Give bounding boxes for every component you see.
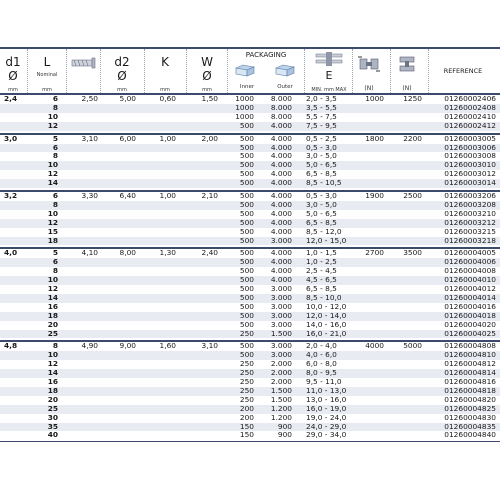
- outer-cell: 3.000: [270, 350, 292, 360]
- ref-cell: 01260002410: [444, 111, 496, 121]
- L-cell: 20: [47, 319, 58, 329]
- L-cell: 16: [47, 377, 58, 386]
- table-row: [0, 330, 500, 339]
- L-cell: 10: [47, 350, 58, 360]
- outer-cell: 4.000: [270, 266, 292, 276]
- inner-cell: 500: [239, 292, 254, 302]
- e-cell: 5,0 - 6,5: [306, 160, 337, 170]
- e-cell: 12,0 - 15,0: [306, 235, 347, 245]
- inner-cell: 500: [239, 120, 254, 130]
- table-row: [0, 122, 500, 131]
- inner-cell: 250: [239, 359, 254, 369]
- L-header-label: L: [43, 55, 51, 69]
- e-cell: 1,0 - 1,5: [306, 248, 337, 258]
- L-unit: mm: [42, 87, 52, 93]
- outer-cell: 2.000: [270, 368, 292, 378]
- W-cell: 1,50: [201, 94, 218, 103]
- ref-cell: 01260004005: [444, 248, 496, 258]
- d1-value: 3,2: [4, 191, 18, 200]
- L-cell: 30: [47, 412, 58, 422]
- e-cell: 5,0 - 6,5: [306, 208, 337, 218]
- col-divider: [100, 49, 101, 95]
- outer-cell: 4.000: [270, 151, 292, 161]
- ref-cell: 01260004808: [444, 341, 496, 351]
- e-cell: 6,5 - 8,5: [306, 217, 337, 227]
- d2-unit: mm: [117, 87, 127, 93]
- L-nominal-label: Nominal: [36, 72, 58, 78]
- inner-cell: 250: [239, 385, 254, 395]
- inner-cell: 500: [239, 169, 254, 179]
- ref-cell: 01260003012: [444, 169, 496, 179]
- shear-unit: (N): [364, 85, 374, 92]
- e-cell: 8,5 - 12,0: [306, 226, 342, 236]
- outer-cell: 1.200: [270, 412, 292, 422]
- e-cell: 5,5 - 7,5: [306, 111, 337, 121]
- outer-cell: 3.000: [270, 292, 292, 302]
- outer-cell: 8.000: [270, 102, 292, 112]
- ref-cell: 01260004025: [444, 328, 496, 338]
- outer-cell: 3.000: [270, 341, 292, 351]
- e-cell: 8,5 - 10,5: [306, 178, 342, 188]
- inner-cell: 500: [239, 301, 254, 311]
- shear-cell: 1000: [365, 94, 384, 103]
- e-cell: 2,5 - 4,5: [306, 266, 337, 276]
- ref-cell: 01260003218: [444, 235, 496, 245]
- e-cell: 2,0 - 4,0: [306, 341, 337, 351]
- ref-cell: 01260004012: [444, 284, 496, 293]
- e-cell: 14,0 - 16,0: [306, 319, 347, 329]
- ref-cell: 01260004020: [444, 319, 496, 329]
- e-cell: 0,5 - 3,0: [306, 191, 337, 200]
- d1-header-label: d1: [5, 55, 21, 69]
- outer-cell: 1.500: [270, 328, 292, 338]
- ref-cell: 01260004816: [444, 377, 496, 386]
- inner-cell: 500: [239, 217, 254, 227]
- table-row: [0, 431, 500, 440]
- inner-cell: 1000: [235, 111, 254, 121]
- L-cell: 14: [47, 178, 58, 188]
- box-outer-icon: [274, 62, 296, 76]
- outer-cell: 1.500: [270, 385, 292, 395]
- e-cell: 10,0 - 12,0: [306, 301, 347, 311]
- L-cell: 35: [47, 421, 58, 431]
- e-cell: 12,0 - 14,0: [306, 310, 347, 320]
- col-divider: [428, 49, 429, 95]
- ref-cell: 01260003010: [444, 160, 496, 170]
- L-cell: 12: [47, 120, 58, 130]
- inner-cell: 500: [239, 248, 254, 258]
- ref-cell: 01260003210: [444, 208, 496, 218]
- d1-value: 4,8: [4, 341, 18, 351]
- outer-cell: 4.000: [270, 142, 292, 152]
- inner-cell: 200: [239, 403, 254, 413]
- L-cell: 5: [52, 133, 58, 143]
- inner-cell: 500: [239, 191, 254, 200]
- e-cell: 4,5 - 6,5: [306, 275, 337, 285]
- e-cell: 8,0 - 9,5: [306, 368, 337, 378]
- col-divider: [352, 49, 353, 95]
- shear-icon: [358, 55, 380, 73]
- inner-cell: 150: [239, 421, 254, 431]
- e-cell: 6,5 - 8,5: [306, 169, 337, 179]
- L-cell: 10: [47, 160, 58, 170]
- K-cell: 1,00: [159, 191, 176, 200]
- L-cell: 6: [52, 257, 58, 267]
- e-cell: 4,0 - 6,0: [306, 350, 337, 360]
- outer-cell: 4.000: [270, 199, 292, 209]
- L-cell: 12: [47, 169, 58, 179]
- ref-cell: 01260003005: [444, 133, 496, 143]
- box-inner-icon: [234, 62, 256, 76]
- L-cell: 15: [47, 226, 58, 236]
- outer-cell: 900: [277, 430, 292, 440]
- tensile-cell: 5000: [403, 341, 422, 351]
- d1-value: 4,0: [4, 248, 18, 258]
- d1-value: 2,4: [4, 94, 18, 103]
- d2-cell: 2,50: [81, 94, 98, 103]
- outer-cell: 3.000: [270, 301, 292, 311]
- e-cell: 29,0 - 34,0: [306, 430, 347, 440]
- ref-cell: 01260004006: [444, 257, 496, 267]
- e-cell: 0,5 - 2,5: [306, 133, 337, 143]
- W-unit: mm: [202, 87, 212, 93]
- e-cell: 3,0 - 5,0: [306, 199, 337, 209]
- L-cell: 40: [47, 430, 58, 440]
- W-diameter-symbol: Ø: [202, 69, 212, 83]
- outer-cell: 4.000: [270, 133, 292, 143]
- L-cell: 8: [52, 266, 58, 276]
- d2b-cell: 9,00: [119, 341, 136, 351]
- d2-cell: 4,10: [81, 248, 98, 258]
- ref-cell: 01260004820: [444, 394, 496, 404]
- L-cell: 14: [47, 292, 58, 302]
- inner-cell: 500: [239, 266, 254, 276]
- d2b-cell: 6,40: [119, 191, 136, 200]
- table-row: [0, 179, 500, 188]
- L-cell: 8: [52, 341, 58, 351]
- outer-cell: 4.000: [270, 257, 292, 267]
- L-cell: 8: [52, 102, 58, 112]
- L-cell: 14: [47, 368, 58, 378]
- K-cell: 1,60: [159, 341, 176, 351]
- outer-cell: 4.000: [270, 208, 292, 218]
- inner-cell: 500: [239, 142, 254, 152]
- outer-cell: 4.000: [270, 191, 292, 200]
- rivet-icon: [70, 55, 98, 71]
- ref-cell: 01260003014: [444, 178, 496, 188]
- inner-cell: 500: [239, 341, 254, 351]
- W-cell: 2,40: [201, 248, 218, 258]
- e-cell: 24,0 - 29,0: [306, 421, 347, 431]
- L-cell: 12: [47, 284, 58, 293]
- L-cell: 6: [52, 191, 58, 200]
- ref-cell: 01260004814: [444, 368, 496, 378]
- tensile-cell: 2200: [403, 133, 422, 143]
- L-cell: 25: [47, 403, 58, 413]
- outer-cell: 4.000: [270, 169, 292, 179]
- L-cell: 18: [47, 385, 58, 395]
- W-cell: 3,10: [201, 341, 218, 351]
- outer-cell: 4.000: [270, 217, 292, 227]
- K-cell: 1,30: [159, 248, 176, 258]
- outer-cell: 4.000: [270, 178, 292, 188]
- inner-cell: 500: [239, 133, 254, 143]
- e-cell: 3,0 - 5,0: [306, 151, 337, 161]
- shear-cell: 1900: [365, 191, 384, 200]
- inner-cell: 250: [239, 394, 254, 404]
- ref-cell: 01260004018: [444, 310, 496, 320]
- W-header-label: W: [201, 55, 213, 69]
- E-range-unit: MIN. mm MAX: [311, 87, 347, 93]
- ref-cell: 01260002408: [444, 102, 496, 112]
- inner-cell: 500: [239, 257, 254, 267]
- d1-value: 3,0: [4, 133, 18, 143]
- inner-cell: 500: [239, 208, 254, 218]
- outer-cell: 4.000: [270, 160, 292, 170]
- inner-cell: 200: [239, 412, 254, 422]
- L-cell: 10: [47, 111, 58, 121]
- e-cell: 16,0 - 19,0: [306, 403, 347, 413]
- e-cell: 8,5 - 10,0: [306, 292, 342, 302]
- inner-label: Inner: [239, 84, 255, 90]
- inner-cell: 250: [239, 368, 254, 378]
- inner-cell: 500: [239, 151, 254, 161]
- inner-cell: 500: [239, 160, 254, 170]
- outer-cell: 1.500: [270, 394, 292, 404]
- ref-cell: 01260004818: [444, 385, 496, 395]
- inner-cell: 500: [239, 235, 254, 245]
- e-cell: 19,0 - 24,0: [306, 412, 347, 422]
- inner-cell: 250: [239, 377, 254, 386]
- outer-cell: 4.000: [270, 275, 292, 285]
- col-divider: [227, 49, 228, 95]
- inner-cell: 500: [239, 199, 254, 209]
- outer-cell: 3.000: [270, 284, 292, 293]
- d2-cell: 4,90: [81, 341, 98, 351]
- ref-cell: 01260002406: [444, 94, 496, 103]
- L-cell: 5: [52, 248, 58, 258]
- ref-cell: 01260004810: [444, 350, 496, 360]
- L-cell: 10: [47, 275, 58, 285]
- L-cell: 25: [47, 328, 58, 338]
- ref-cell: 01260004008: [444, 266, 496, 276]
- ref-cell: 01260004825: [444, 403, 496, 413]
- ref-cell: 01260004812: [444, 359, 496, 369]
- tensile-cell: 3500: [403, 248, 422, 258]
- col-divider: [27, 49, 28, 95]
- outer-cell: 4.000: [270, 226, 292, 236]
- outer-cell: 2.000: [270, 359, 292, 369]
- d1-diameter-symbol: Ø: [8, 69, 18, 83]
- L-cell: 8: [52, 151, 58, 161]
- ref-cell: 01260003008: [444, 151, 496, 161]
- outer-cell: 900: [277, 421, 292, 431]
- col-divider: [144, 49, 145, 95]
- d2b-cell: 6,00: [119, 133, 136, 143]
- outer-cell: 8.000: [270, 94, 292, 103]
- grip-range-icon: [312, 51, 346, 65]
- outer-cell: 2.000: [270, 377, 292, 386]
- ref-cell: 01260004016: [444, 301, 496, 311]
- e-cell: 0,5 - 3,0: [306, 142, 337, 152]
- e-cell: 9,5 - 11,0: [306, 377, 342, 386]
- e-cell: 1,0 - 2,5: [306, 257, 337, 267]
- outer-cell: 4.000: [270, 248, 292, 258]
- L-cell: 18: [47, 235, 58, 245]
- ref-cell: 01260004010: [444, 275, 496, 285]
- L-cell: 18: [47, 310, 58, 320]
- d2b-cell: 5,00: [119, 94, 136, 103]
- shear-cell: 4000: [365, 341, 384, 351]
- e-cell: 11,0 - 13,0: [306, 385, 347, 395]
- L-cell: 20: [47, 394, 58, 404]
- ref-cell: 01260004840: [444, 430, 496, 440]
- shear-cell: 1800: [365, 133, 384, 143]
- tensile-unit: (N): [402, 85, 412, 92]
- outer-cell: 3.000: [270, 235, 292, 245]
- L-cell: 12: [47, 217, 58, 227]
- inner-cell: 500: [239, 284, 254, 293]
- ref-cell: 01260004830: [444, 412, 496, 422]
- K-header-label: K: [161, 55, 169, 69]
- col-divider: [304, 49, 305, 95]
- e-cell: 3,5 - 5,5: [306, 102, 337, 112]
- inner-cell: 500: [239, 178, 254, 188]
- e-cell: 2,0 - 3,5: [306, 94, 337, 103]
- packaging-label: PACKAGING: [245, 51, 287, 59]
- K-cell: 0,60: [159, 94, 176, 103]
- ref-cell: 01260003215: [444, 226, 496, 236]
- inner-cell: 500: [239, 310, 254, 320]
- W-cell: 2,10: [201, 191, 218, 200]
- col-divider: [186, 49, 187, 95]
- ref-cell: 01260004835: [444, 421, 496, 431]
- tensile-icon: [396, 55, 418, 73]
- outer-cell: 3.000: [270, 310, 292, 320]
- ref-cell: 01260003212: [444, 217, 496, 227]
- ref-cell: 01260003006: [444, 142, 496, 152]
- L-cell: 16: [47, 301, 58, 311]
- ref-cell: 01260003206: [444, 191, 496, 200]
- e-cell: 13,0 - 16,0: [306, 394, 347, 404]
- d2-cell: 3,30: [81, 191, 98, 200]
- outer-cell: 4.000: [270, 120, 292, 130]
- inner-cell: 1000: [235, 102, 254, 112]
- L-cell: 12: [47, 359, 58, 369]
- e-cell: 16,0 - 21,0: [306, 328, 347, 338]
- K-cell: 1,00: [159, 133, 176, 143]
- tensile-cell: 1250: [403, 94, 422, 103]
- table-bottom-rule: [0, 441, 500, 442]
- reference-header-label: REFERENCE: [443, 67, 483, 75]
- L-cell: 6: [52, 94, 58, 103]
- header-top-rule: [0, 47, 500, 49]
- inner-cell: 150: [239, 430, 254, 440]
- inner-cell: 500: [239, 319, 254, 329]
- e-cell: 6,0 - 8,0: [306, 359, 337, 369]
- d2b-cell: 8,00: [119, 248, 136, 258]
- L-cell: 10: [47, 208, 58, 218]
- d1-unit: mm: [8, 87, 18, 93]
- ref-cell: 01260004014: [444, 292, 496, 302]
- inner-cell: 1000: [235, 94, 254, 103]
- d2-cell: 3,10: [81, 133, 98, 143]
- E-header-label: E: [325, 69, 333, 82]
- e-cell: 6,5 - 8,5: [306, 284, 337, 293]
- outer-cell: 3.000: [270, 319, 292, 329]
- outer-label: Outer: [277, 84, 293, 90]
- L-cell: 6: [52, 142, 58, 152]
- table-row: [0, 237, 500, 246]
- d2-header-label: d2: [114, 55, 130, 69]
- K-unit: mm: [160, 87, 170, 93]
- tensile-cell: 2500: [403, 191, 422, 200]
- outer-cell: 8.000: [270, 111, 292, 121]
- inner-cell: 500: [239, 350, 254, 360]
- L-cell: 8: [52, 199, 58, 209]
- ref-cell: 01260003208: [444, 199, 496, 209]
- d2-diameter-symbol: Ø: [117, 69, 127, 83]
- inner-cell: 500: [239, 226, 254, 236]
- outer-cell: 1.200: [270, 403, 292, 413]
- table-header: [0, 47, 500, 95]
- col-divider: [390, 49, 391, 95]
- shear-cell: 2700: [365, 248, 384, 258]
- ref-cell: 01260002412: [444, 120, 496, 130]
- inner-cell: 250: [239, 328, 254, 338]
- col-divider: [66, 49, 67, 95]
- e-cell: 7,5 - 9,5: [306, 120, 337, 130]
- W-cell: 2,00: [201, 133, 218, 143]
- inner-cell: 500: [239, 275, 254, 285]
